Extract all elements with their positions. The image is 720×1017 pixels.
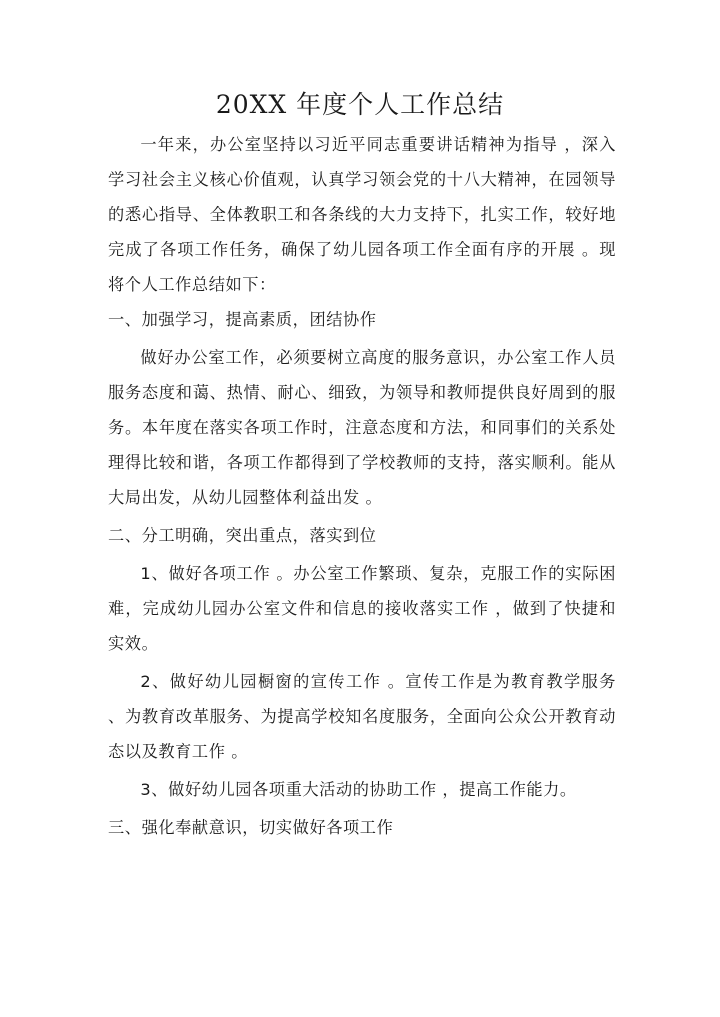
document-title: 20XX 年度个人工作总结 — [215, 90, 505, 119]
section-2-heading: 二、分工明确，突出重点，落实到位 — [108, 526, 377, 545]
intro-paragraph: 一年来，办公室坚持以习近平同志重要讲话精神为指导 ，深入学习社会主义核心价值观，认真学习领会党的十八大精神，在园领导的悉心指导、全体教职工和各条线的大力支持下，扎实工作，较好地完成了各项工作任务，确保了幼儿园各项工作全面有序的开展 。现将个人工作总结如下： — [108, 135, 616, 294]
document-body — [108, 127, 616, 845]
section-2-paragraph-3: 3、做好幼儿园各项重大活动的协助工作 ，提高工作能力。 — [140, 780, 577, 799]
section-1-heading: 一、加强学习，提高素质，团结协作 — [108, 310, 377, 329]
section-3-heading: 三、强化奉献意识，切实做好各项工作 — [108, 818, 394, 837]
section-2-paragraph-1: 1、做好各项工作 。办公室工作繁琐、复杂，克服工作的实际困难，完成幼儿园办公室文件和信息的接收落实工作 ，做到了快捷和实效。 — [108, 564, 616, 653]
section-1-paragraph-1: 做好办公室工作，必须要树立高度的服务意识，办公室工作人员服务态度和蔼、热情、耐心、细致，为领导和教师提供良好周到的服务。本年度在落实各项工作时，注意态度和方法，和同事们的关系处理得比较和谐，各项工作都得到了学校教师的支持，落实顺利。能从大局出发，从幼儿园整体利益出发 。 — [108, 348, 616, 507]
section-2-paragraph-2: 2、做好幼儿园橱窗的宣传工作 。宣传工作是为教育教学服务 、为教育改革服务、为提高学校知名度服务，全面向公众公开教育动态以及教育工作 。 — [108, 672, 616, 761]
